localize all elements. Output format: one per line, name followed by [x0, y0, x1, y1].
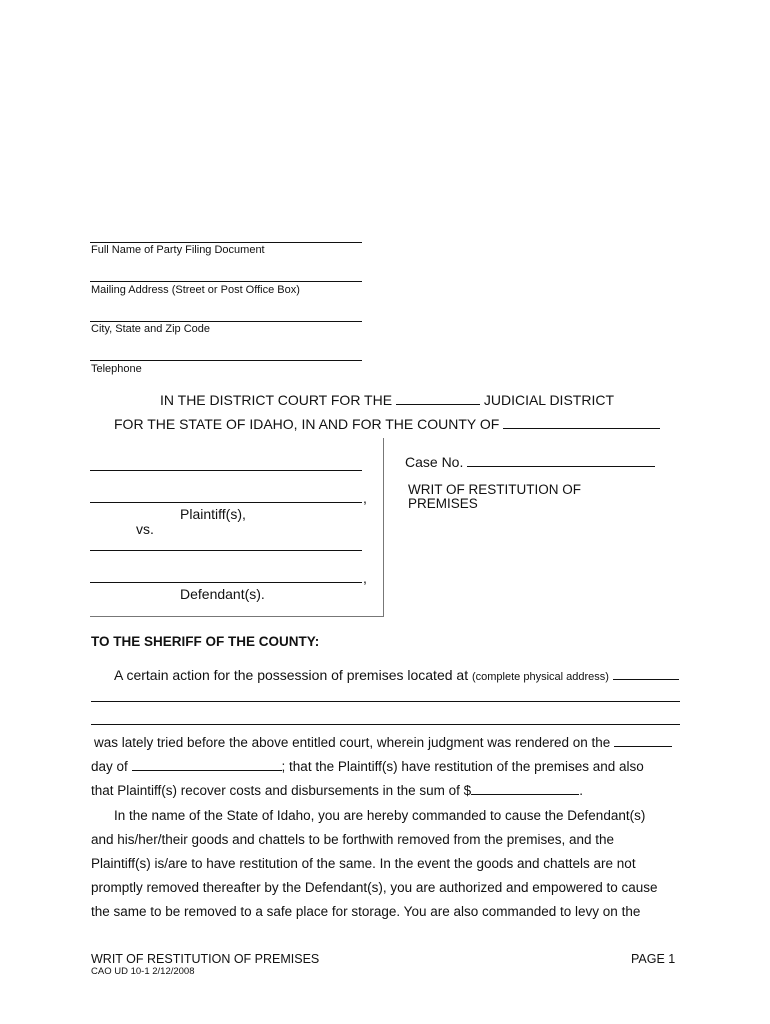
p3-line2: and his/her/their goods and chattels to be forthwith removed from the premises, and the	[91, 832, 615, 847]
p3-line1: In the name of the State of Idaho, you are hereby commanded to cause the Defendant(s)	[114, 808, 646, 823]
p2-line3-b: .	[579, 783, 583, 798]
document-title-line1: WRIT OF RESTITUTION OF	[408, 482, 581, 497]
caption-vertical-rule	[383, 438, 384, 616]
court-header-prefix: IN THE DISTRICT COURT FOR THE	[160, 392, 393, 408]
judgment-date-blank[interactable]	[614, 734, 672, 747]
salutation: TO THE SHERIFF OF THE COUNTY:	[91, 634, 320, 649]
defendant-line-2[interactable]	[90, 582, 362, 583]
plaintiff-line-1[interactable]	[90, 470, 362, 471]
p3-line4: promptly removed thereafter by the Defendant(s), you are authorized and empowered to cause	[91, 880, 658, 895]
p3-line5: the same to be removed to a safe place for storage. You are also commanded to levy on the	[91, 904, 641, 919]
mailing-address-line[interactable]	[90, 281, 362, 282]
defendants-label: Defendant(s).	[180, 586, 265, 602]
court-header-suffix: JUDICIAL DISTRICT	[483, 392, 614, 408]
address-blank-inline[interactable]	[613, 667, 679, 680]
footer-page-label: PAGE 1	[631, 952, 676, 966]
p2-line1-text: was lately tried before the above entitled court, wherein judgment was rendered on the	[94, 735, 611, 750]
judicial-district-blank[interactable]	[396, 392, 480, 405]
p1-text: A certain action for the possession of premises located at	[114, 667, 469, 683]
document-title	[408, 483, 581, 511]
plaintiffs-label: Plaintiff(s),	[180, 506, 246, 522]
p2-line1	[94, 731, 694, 755]
day-of-blank[interactable]	[132, 758, 282, 771]
costs-amount-blank[interactable]	[471, 782, 579, 795]
paragraph-2	[91, 731, 694, 803]
footer-form-id: CAO UD 10-1 2/12/2008	[91, 966, 195, 977]
court-header-line1	[160, 392, 614, 408]
p2-line2-b: ; that the Plaintiff(s) have restitution of the premises and also	[281, 759, 644, 774]
full-name-line[interactable]	[90, 242, 362, 243]
p2-line2-a: day of	[91, 759, 128, 774]
mailing-address-label: Mailing Address (Street or Post Office Box)	[91, 284, 300, 296]
defendant-comma: ,	[363, 570, 367, 586]
defendant-line-1[interactable]	[90, 550, 362, 551]
plaintiff-line-2[interactable]	[90, 502, 362, 503]
document-title-line2: PREMISES	[408, 496, 478, 511]
p2-line3-a: that Plaintiff(s) recover costs and disbursements in the sum of $	[91, 783, 472, 798]
address-line-2[interactable]	[91, 701, 680, 702]
case-number-row	[405, 454, 655, 470]
case-no-blank[interactable]	[467, 454, 655, 467]
case-no-label: Case No.	[405, 454, 464, 470]
court-header-line2	[114, 416, 660, 432]
p3-line3: Plaintiff(s) is/are to have restitution of the same. In the event the goods and chattels are not	[91, 856, 636, 871]
city-state-zip-label: City, State and Zip Code	[91, 323, 211, 335]
vs-label: vs.	[136, 521, 154, 537]
paragraph-3	[91, 804, 691, 924]
telephone-line[interactable]	[90, 360, 362, 361]
p1-small-note: (complete physical address)	[471, 671, 609, 683]
paragraph-1	[114, 667, 679, 683]
caption-bottom-rule	[90, 616, 384, 617]
county-blank[interactable]	[503, 416, 660, 429]
p2-line2	[91, 755, 694, 779]
footer-title: WRIT OF RESTITUTION OF PREMISES	[91, 952, 320, 966]
full-name-label: Full Name of Party Filing Document	[91, 244, 265, 256]
address-line-3[interactable]	[91, 724, 680, 725]
telephone-label: Telephone	[91, 363, 142, 375]
county-prefix: FOR THE STATE OF IDAHO, IN AND FOR THE COUNTY OF	[114, 416, 500, 432]
city-state-zip-line[interactable]	[90, 321, 362, 322]
p2-line3	[91, 779, 694, 803]
plaintiff-comma: ,	[363, 490, 367, 506]
